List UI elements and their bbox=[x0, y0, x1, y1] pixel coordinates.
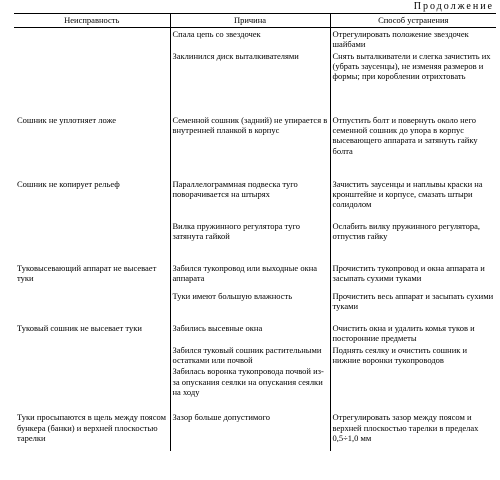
remedy-cell: Отрегулировать положение звездочек шайбами bbox=[330, 28, 496, 50]
cause-cell: Семенной сошник (задний) не упирается в внутренней планкой в корпус bbox=[170, 114, 330, 178]
table-row bbox=[14, 114, 496, 178]
table-row bbox=[14, 344, 496, 366]
header-cause: Причина bbox=[170, 14, 330, 28]
header-remedy: Способ устранения bbox=[330, 14, 496, 28]
cause-cell: Параллелограммная подвеска туго поворачивается на штырях bbox=[170, 178, 330, 220]
cause-cell: Спала цепь со звездочек bbox=[170, 28, 330, 50]
remedy-cell: Прочистить тукопровод и окна аппарата и засыпать сухими туками bbox=[330, 262, 496, 290]
table-row bbox=[14, 178, 496, 220]
table-header-row bbox=[14, 14, 496, 28]
fault-cell bbox=[14, 50, 170, 114]
cause-cell: Забился тукопровод или выходные окна аппарата bbox=[170, 262, 330, 290]
remedy-cell: Отрегулировать зазор между поясом и верхней плоскостью тарелки в пределах 0,5÷1,0 мм bbox=[330, 411, 496, 451]
table-row bbox=[14, 262, 496, 290]
fault-cell: Туковысевающий аппарат не высевает туки bbox=[17, 262, 157, 284]
remedy-cell: Ослабить вилку пружинного регулятора, отпустив гайку bbox=[330, 220, 496, 262]
cause-cell: Забились высевные окна bbox=[170, 322, 330, 344]
fault-cell: Туковый сошник не высевает туки bbox=[17, 322, 142, 333]
table-row bbox=[14, 365, 496, 411]
fault-cell bbox=[14, 365, 170, 411]
table-row bbox=[14, 411, 496, 451]
remedy-cell: Поднять сеялку и очистить сошник и нижние воронки тукопроводов bbox=[330, 344, 496, 366]
fault-cell bbox=[14, 290, 170, 322]
remedy-cell: Отпустить болт и повернуть около него семенной сошник до упора в корпус высевающего аппарата и затянуть гайку болта bbox=[330, 114, 496, 178]
cause-cell: Вилка пружинного регулятора туго затянута гайкой bbox=[170, 220, 330, 262]
cause-cell: Туки имеют большую влажность bbox=[170, 290, 330, 322]
fault-cell bbox=[14, 220, 170, 262]
table-row bbox=[14, 220, 496, 262]
table-row bbox=[14, 290, 496, 322]
fault-cell bbox=[14, 344, 170, 366]
remedy-cell: Прочистить весь аппарат и засыпать сухими туками bbox=[330, 290, 496, 322]
cause-cell: Забилась воронка тукопровода почвой из-за опускания сеялки на опускания сеялки на ходу bbox=[170, 365, 330, 411]
remedy-cell bbox=[330, 365, 496, 411]
remedy-cell: Снять выталкиватели и слегка зачистить их (убрать заусенцы), не изменяя размеров и формы; при короблении отрихтовать bbox=[330, 50, 496, 114]
continuation-label: Продолжение bbox=[413, 1, 494, 12]
fault-cell: Туки просыпаются в щель между поясом бункера (банки) и верхней плоскостью тарелки bbox=[17, 412, 166, 444]
fault-cell: Сошник не уплотняет ложе bbox=[17, 114, 117, 125]
remedy-cell: Очистить окна и удалить комья туков и посторонние предметы bbox=[330, 322, 496, 344]
remedy-cell: Зачистить заусенцы и наплывы краски на кронштейне и корпусе, смазать штыри солидолом bbox=[330, 178, 496, 220]
cause-cell: Заклинился диск выталкивателями bbox=[170, 50, 330, 114]
table-row bbox=[14, 322, 496, 344]
malfunction-table bbox=[14, 13, 496, 451]
fault-cell: Сошник не копирует рельеф bbox=[17, 178, 120, 189]
header-fault: Неисправность bbox=[14, 14, 170, 28]
cause-cell: Забился туковый сошник растительными остатками или почвой bbox=[170, 344, 330, 366]
table-row bbox=[14, 50, 496, 114]
cause-cell: Зазор больше допустимого bbox=[170, 411, 330, 451]
table-row bbox=[14, 28, 496, 50]
fault-cell bbox=[14, 28, 170, 50]
